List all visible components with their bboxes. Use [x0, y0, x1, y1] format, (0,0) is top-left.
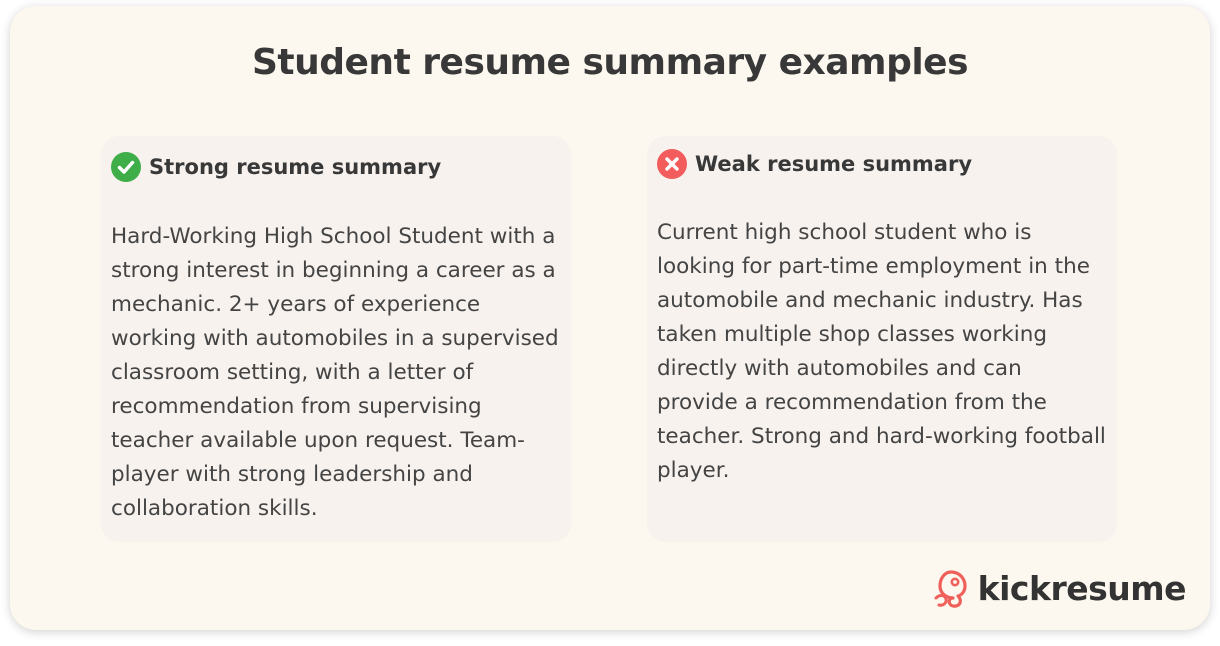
weak-summary-heading: Weak resume summary	[695, 152, 973, 176]
summary-examples-card	[10, 6, 1210, 630]
strong-summary-text: Hard-Working High School Student with a strong interest in beginning a career as a mechanic. 2+ years of experience working with automobiles in a supervised classroom setting, with a letter of recommendation from supervising teacher available upon request. Team-player with strong leadership and collaboration skills.	[111, 224, 559, 521]
strong-summary-header	[111, 152, 441, 182]
check-circle-icon	[111, 152, 141, 182]
strong-summary-panel	[101, 136, 571, 542]
x-circle-icon	[657, 149, 687, 179]
chameleon-logo-icon	[932, 568, 970, 608]
weak-summary-text: Current high school student who is looking for part-time employment in the automobile and mechanic industry. Has taken multiple shop classes working directly with automobiles and can provide a recommendation from the teacher. Strong and hard-working football player.	[657, 220, 1106, 483]
weak-summary-header	[657, 149, 972, 179]
strong-summary-heading: Strong resume summary	[149, 155, 442, 179]
page-title: Student resume summary examples	[251, 42, 969, 83]
weak-summary-panel	[647, 136, 1117, 542]
kickresume-logo	[932, 568, 1186, 608]
brand-name: kickresume	[977, 568, 1186, 608]
